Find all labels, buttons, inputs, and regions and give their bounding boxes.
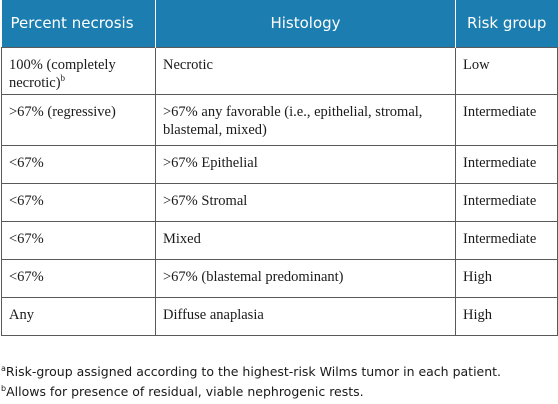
table-row [2, 48, 558, 95]
cell-risk: High [456, 298, 558, 336]
header-percent-necrosis: Percent necrosis [2, 0, 156, 48]
cell-histology: Mixed [156, 222, 456, 260]
cell-necrosis: >67% (regressive) [2, 95, 156, 146]
header-risk-group: Risk group [456, 0, 558, 48]
cell-necrosis: <67% [2, 222, 156, 260]
cell-risk: Intermediate [456, 146, 558, 184]
table-header-row [2, 0, 558, 48]
table-row [2, 260, 558, 298]
footnote-mark: a [1, 364, 6, 373]
footnote-mark: b [1, 384, 7, 393]
footnote [1, 382, 557, 402]
cell-histology: Diffuse anaplasia [156, 298, 456, 336]
cell-necrosis: <67% [2, 146, 156, 184]
cell-histology: >67% Epithelial [156, 146, 456, 184]
cell-risk: Intermediate [456, 184, 558, 222]
table-row [2, 222, 558, 260]
cell-histology: >67% any favorable (i.e., epithelial, stromal, blastemal, mixed) [156, 95, 456, 146]
cell-necrosis: <67% [2, 260, 156, 298]
cell-histology: Necrotic [156, 48, 456, 95]
footnote-text: Risk-group assigned according to the highest-risk Wilms tumor in each patient. [5, 364, 502, 379]
cell-risk: Intermediate [456, 222, 558, 260]
header-histology: Histology [156, 0, 456, 48]
cell-necrosis: Any [2, 298, 156, 336]
cell-histology: >67% Stromal [156, 184, 456, 222]
footnote-marker: b [60, 73, 66, 83]
table-footnotes [1, 362, 557, 402]
cell-histology: >67% (blastemal predominant) [156, 260, 456, 298]
cell-risk: Intermediate [456, 95, 558, 146]
cell-necrosis: <67% [2, 184, 156, 222]
cell-risk: High [456, 260, 558, 298]
cell-necrosis-text: 100% (completely necrotic) [9, 57, 116, 91]
table-row [2, 95, 558, 146]
table-row [2, 184, 558, 222]
risk-group-table [1, 0, 558, 336]
cell-necrosis [2, 48, 156, 95]
footnote [1, 362, 557, 382]
cell-risk: Low [456, 48, 558, 95]
footnote-text: Allows for presence of residual, viable nephrogenic rests. [6, 384, 364, 399]
table-row [2, 146, 558, 184]
table-row [2, 298, 558, 336]
